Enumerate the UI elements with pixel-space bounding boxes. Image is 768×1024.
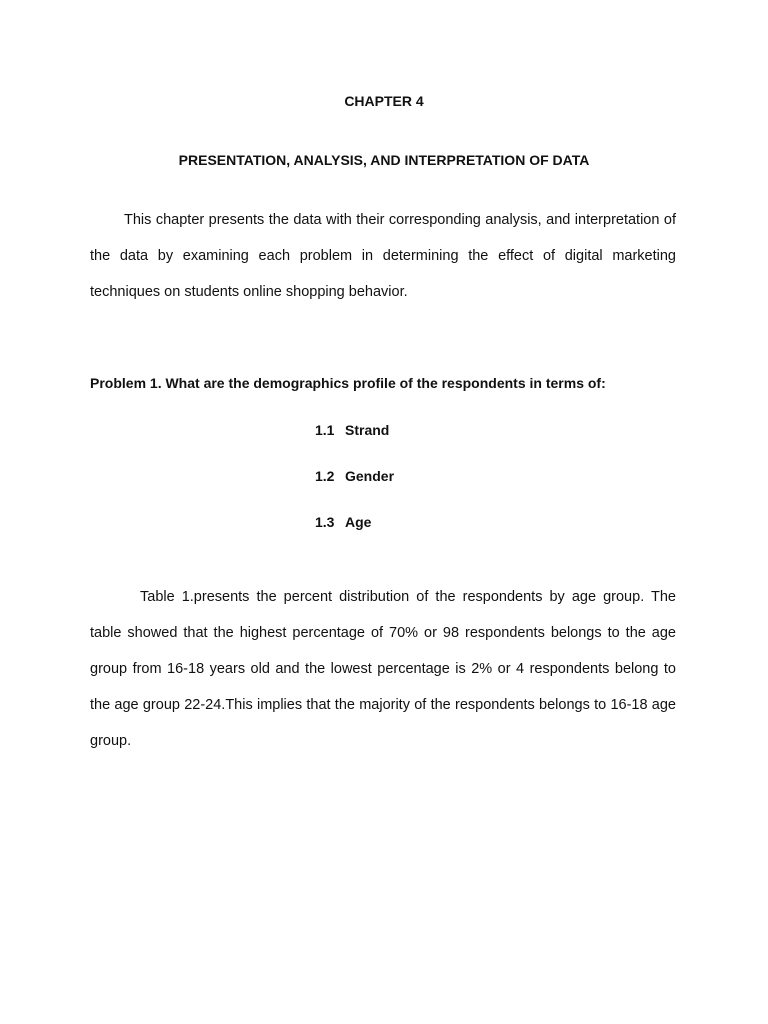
list-item-label: Age: [345, 514, 372, 530]
list-item-number: 1.2: [315, 468, 335, 484]
list-item-label: Gender: [345, 468, 395, 484]
chapter-label: CHAPTER 4: [344, 93, 424, 109]
list-item: [315, 421, 394, 467]
list-item-number: 1.1: [315, 422, 335, 438]
list-item-number: 1.3: [315, 514, 335, 530]
list-item: [315, 467, 394, 513]
list-item: [315, 513, 394, 559]
table-description-paragraph: Table 1.presents the percent distribution of the respondents by age group. The table showed that the highest percentage of 70% or 98 respondents belongs to the age group from 16-18 years old and the lowest percentage is 2% or 4 respondents belong to the age group 22-24.This implies that the majority of the respondents belongs to 16-18 age group.: [90, 589, 676, 749]
problem-heading: Problem 1. What are the demographics profile of the respondents in terms of:: [90, 375, 606, 391]
intro-paragraph: This chapter presents the data with their corresponding analysis, and interpretation of the data by examining each problem in determining the effect of digital marketing techniques on students online shopping behavior.: [90, 212, 676, 300]
list-item-label: Strand: [345, 422, 390, 438]
chapter-title: PRESENTATION, ANALYSIS, AND INTERPRETATION OF DATA: [178, 152, 590, 168]
demographics-list: [315, 421, 394, 559]
